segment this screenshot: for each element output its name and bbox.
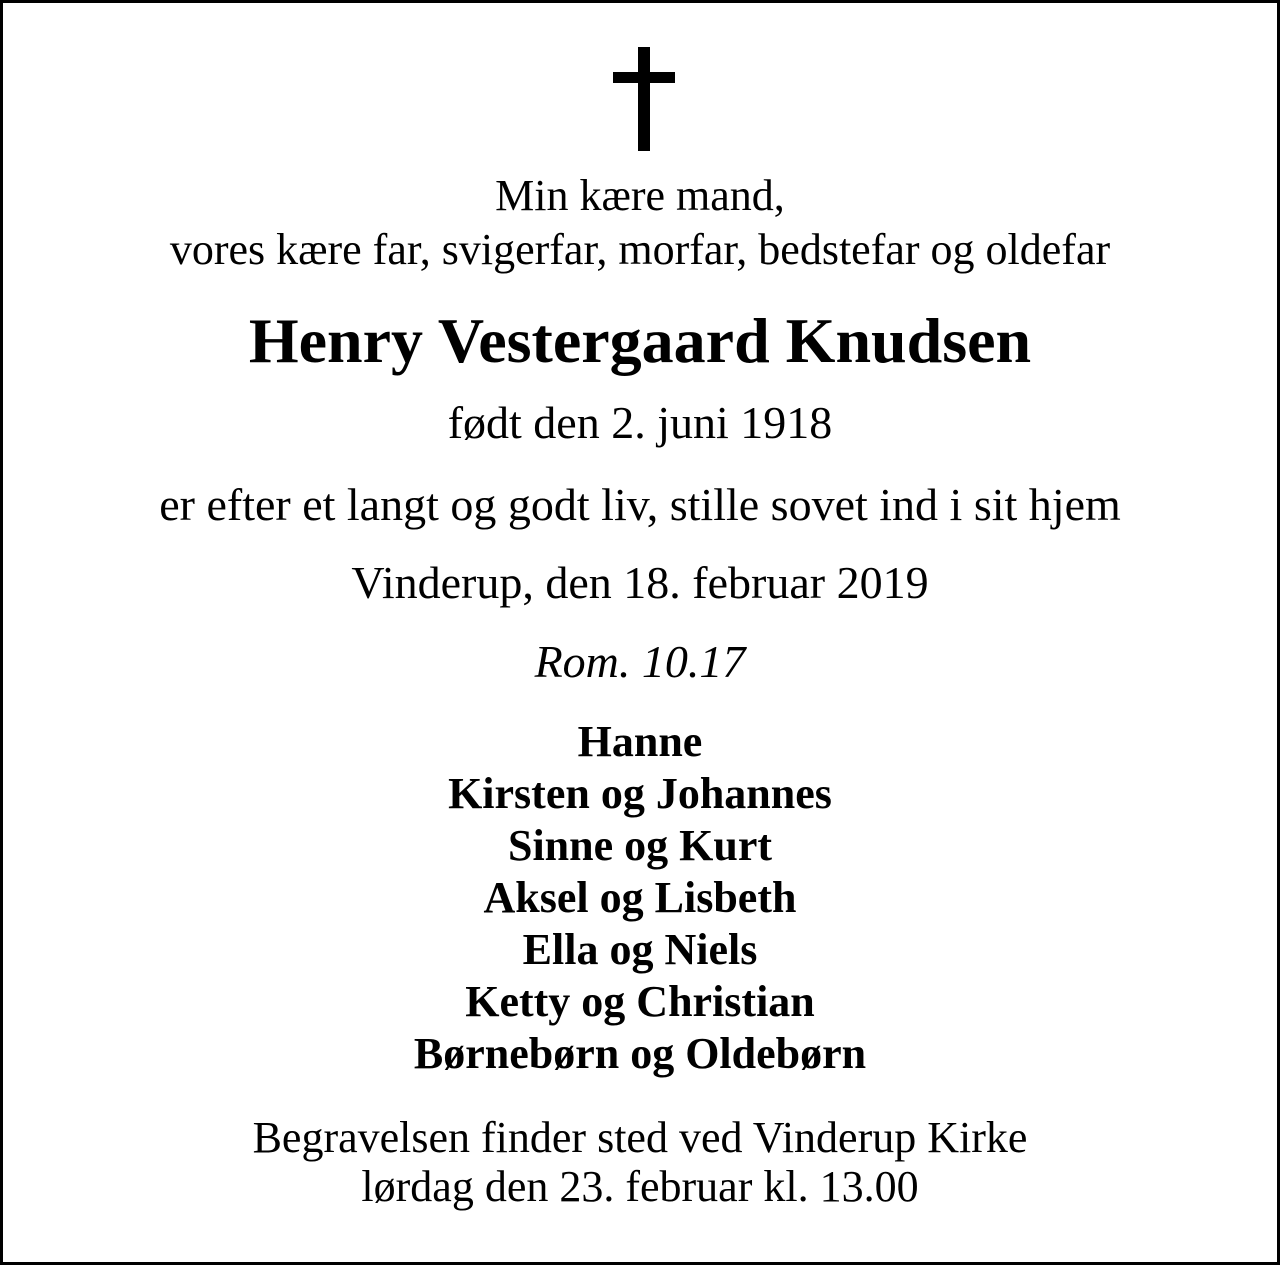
intro-line-2: vores kære far, svigerfar, morfar, bedstefar og oldefar — [169, 225, 1111, 274]
passing-message: er efter et langt og godt liv, stille sovet ind i sit hjem — [159, 479, 1121, 530]
deceased-name: Henry Vestergaard Knudsen — [248, 305, 1032, 376]
funeral-time: lørdag den 23. februar kl. 13.00 — [361, 1162, 919, 1211]
mourner-name: Aksel og Lisbeth — [483, 873, 797, 922]
latin-cross-icon — [613, 47, 675, 151]
place-and-date: Vinderup, den 18. februar 2019 — [351, 557, 929, 608]
cross-horizontal-beam — [613, 72, 675, 83]
mourner-name: Ella og Niels — [522, 925, 758, 974]
bible-verse: Rom. 10.17 — [534, 636, 746, 687]
funeral-location: Begravelsen finder sted ved Vinderup Kirke — [252, 1113, 1028, 1162]
mourners-list — [3, 716, 1277, 1080]
mourner-name: Sinne og Kurt — [507, 821, 773, 870]
mourner-name: Kirsten og Johannes — [448, 769, 832, 818]
mourner-name: Børnebørn og Oldebørn — [413, 1029, 867, 1078]
mourner-name: Hanne — [577, 717, 703, 766]
birth-date: født den 2. juni 1918 — [447, 397, 833, 448]
cross-vertical-beam — [638, 47, 650, 151]
intro-line-1: Min kære mand, — [495, 171, 785, 220]
mourner-name: Ketty og Christian — [465, 977, 815, 1026]
